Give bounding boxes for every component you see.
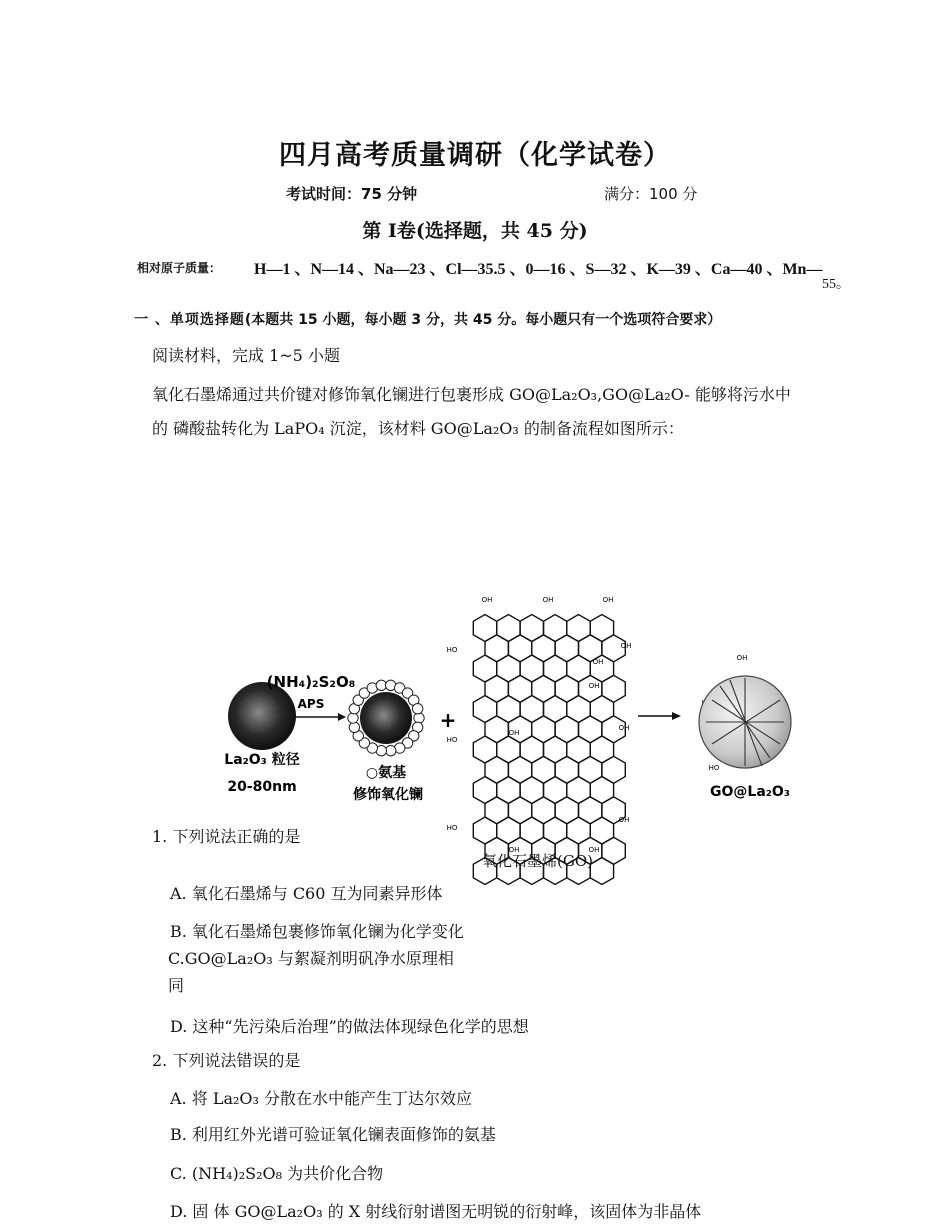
la2o3-particle — [228, 682, 296, 750]
hydroxyl-label: OH — [481, 596, 493, 604]
amino-bead — [414, 713, 424, 723]
question-1-option-c: C.GO@La₂O₃ 与絮凝剂明矾净水原理相 — [168, 949, 454, 968]
hydroxyl-label: HO — [708, 764, 720, 772]
reading-line-2: 的 磷酸盐转化为 LaPO₄ 沉淀，该材料 GO@La₂O₃ 的制备流程如图所示： — [152, 419, 684, 438]
product-arrowhead — [672, 712, 681, 720]
question-2-option-b: B. 利用红外光谱可验证氧化镧表面修饰的氨基 — [170, 1125, 496, 1144]
question-1-option-a: A. 氧化石墨烯与 C60 互为同素异形体 — [170, 884, 443, 903]
hydroxyl-label: OH — [618, 816, 630, 824]
hydroxyl-label: HO — [446, 646, 458, 654]
aps-label: APS — [297, 697, 325, 711]
hydroxyl-label: OH — [588, 846, 600, 854]
amino-bead — [349, 722, 359, 732]
atomic-mass-label: 相对原子质量： — [137, 261, 222, 275]
hydroxyl-label: HO — [446, 736, 458, 744]
hydroxyl-label: OH — [508, 729, 520, 737]
reading-line-1: 氧化石墨烯通过共价键对修饰氧化镧进行包裹形成 GO@La₂O₃,GO@La₂O- 能够将污水中 — [152, 385, 791, 404]
hydroxyl-label: HO — [446, 824, 458, 832]
hydroxyl-label: OH — [602, 596, 614, 604]
reagent-arrowhead — [338, 713, 346, 721]
part-heading-note: (本题共 15 小题，每小题 3 分，共 45 分。每小题只有一个选项符合要求） — [244, 312, 722, 328]
question-2-option-d: D. 固 体 GO@La₂O₃ 的 X 射线衍射谱图无明锐的衍射峰，该固体为非晶体 — [170, 1202, 702, 1221]
atomic-mass-continuation: 55。 — [822, 277, 850, 292]
reagent-label: (NH₄)₂S₂O₈ — [266, 673, 356, 691]
part-heading-title: 一 、单项选择题 — [134, 312, 245, 328]
reading-intro: 阅读材料，完成 1~5 小题 — [152, 346, 340, 365]
figure-caption: 氧化石墨烯(GO) — [482, 852, 593, 870]
question-1-stem: 1. 下列说法正确的是 — [152, 827, 301, 846]
atomic-mass-values: H—1 、N—14 、Na—23 、Cl—35.5 、0—16 、S—32 、K—39 、Ca—40 、Mn— — [254, 261, 823, 278]
hydroxyl-label: OH — [542, 596, 554, 604]
hydroxyl-label: OH — [508, 846, 520, 854]
question-1-option-b: B. 氧化石墨烯包裹修饰氧化镧为化学变化 — [170, 922, 464, 941]
full-score: 满分：100 分 — [604, 185, 698, 203]
hydroxyl-label: OH — [592, 658, 604, 666]
hydroxyl-label: OH — [620, 642, 632, 650]
amino-bead — [385, 745, 395, 755]
size-range-label: 20-80nm — [227, 779, 297, 795]
graphene-oxide-structure — [473, 615, 625, 885]
question-2-stem: 2. 下列说法错误的是 — [152, 1051, 301, 1070]
question-2-option-a: A. 将 La₂O₃ 分散在水中能产生丁达尔效应 — [170, 1089, 473, 1108]
hexagon-ring — [590, 858, 613, 885]
product-label: GO@La₂O₃ — [710, 784, 790, 800]
question-1-option-c-cont: 同 — [168, 976, 185, 995]
hydroxyl-label: OH — [618, 724, 630, 732]
hydroxyl-label: OH — [736, 654, 748, 662]
plus-sign: + — [439, 708, 457, 732]
exam-time: 考试时间：75 分钟 — [286, 185, 418, 203]
modified-label: 修饰氧化镧 — [353, 787, 423, 803]
hydroxyl-label: OH — [588, 682, 600, 690]
la2o3-label: La₂O₃ 粒径 — [224, 752, 300, 768]
amino-bead — [412, 704, 422, 714]
exam-title: 四月高考质量调研（化学试卷） — [279, 140, 671, 171]
amino-label: ○氨基 — [365, 765, 407, 781]
section-heading: 第 Ⅰ卷(选择题，共 45 分) — [362, 220, 588, 242]
modified-core — [360, 692, 412, 744]
amino-bead — [348, 713, 358, 723]
question-1-option-d: D. 这种“先污染后治理”的做法体现绿色化学的思想 — [170, 1017, 529, 1036]
amino-bead — [376, 680, 386, 690]
question-2-option-c: C. (NH₄)₂S₂O₈ 为共价化合物 — [170, 1164, 384, 1183]
